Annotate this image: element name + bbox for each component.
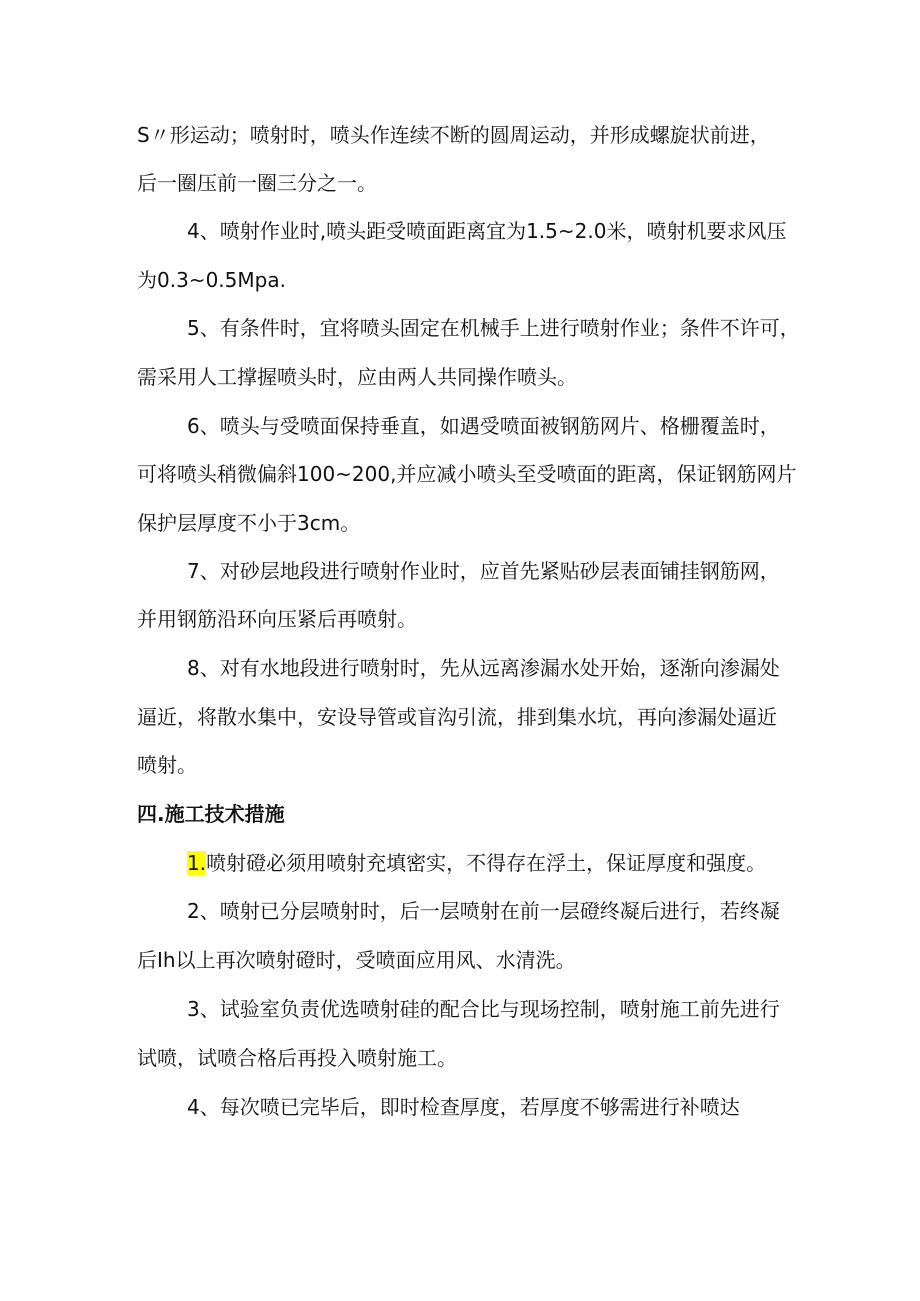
paragraph-text: 喷射磴必须用喷射充填密实，不得存在浮土，保证厚度和强度。 <box>206 851 767 875</box>
paragraph-line <box>187 848 797 878</box>
paragraph-line: 5、有条件时，宜将喷头固定在机械手上进行喷射作业；条件不许可， <box>187 316 800 340</box>
paragraph-line: 需采用人工撑握喷头时，应由两人共同操作喷头。 <box>137 365 577 389</box>
paragraph-line: 8、对有水地段进行喷射时，先从远离渗漏水处开始，逐渐向渗漏处 <box>187 656 780 680</box>
paragraph-line: 4、喷射作业时,喷头距受喷面距离宜为1.5~2.0米，喷射机要求风压 <box>187 219 787 243</box>
paragraph-line: 喷射。 <box>137 753 197 777</box>
paragraph-line: 7、对砂层地段进行喷射作业时，应首先紧贴砂层表面铺挂钢筋网， <box>187 559 780 583</box>
paragraph-line: 后一圈压前一圈三分之一。 <box>137 171 377 195</box>
paragraph-line: 为0.3~0.5Mpa. <box>137 268 286 292</box>
section-heading: 四.施工技术措施 <box>137 802 285 826</box>
paragraph-line: 2、喷射已分层喷射时，后一层喷射在前一层磴终凝后进行，若终凝 <box>187 899 780 923</box>
paragraph-line: 可将喷头稍微偏斜100~200,并应减小喷头至受喷面的距离，保证钢筋网片 <box>137 462 797 486</box>
paragraph-line: 试喷，试喷合格后再投入喷射施工。 <box>137 1046 457 1070</box>
paragraph-line: S〃形运动；喷射时，喷头作连续不断的圆周运动，并形成螺旋状前进， <box>137 123 770 147</box>
highlighted-number: 1. <box>187 851 207 875</box>
paragraph-line: 保护层厚度不小于3cm。 <box>137 511 361 535</box>
paragraph-line: 3、试验室负责优选喷射硅的配合比与现场控制，喷射施工前先进行 <box>187 997 780 1021</box>
paragraph-line: 后Ih以上再次喷射磴时，受喷面应用风、水清洗。 <box>137 948 576 972</box>
paragraph-line: 并用钢筋沿环向压紧后再喷射。 <box>137 607 417 631</box>
paragraph-line: 4、每次喷已完毕后，即时检查厚度，若厚度不够需进行补喷达 <box>187 1095 740 1119</box>
paragraph-line: 6、喷头与受喷面保持垂直，如遇受喷面被钢筋网片、格栅覆盖时， <box>187 414 780 438</box>
paragraph-line: 逼近，将散水集中，安设导管或盲沟引流，排到集水坑，再向渗漏处逼近 <box>137 705 777 729</box>
